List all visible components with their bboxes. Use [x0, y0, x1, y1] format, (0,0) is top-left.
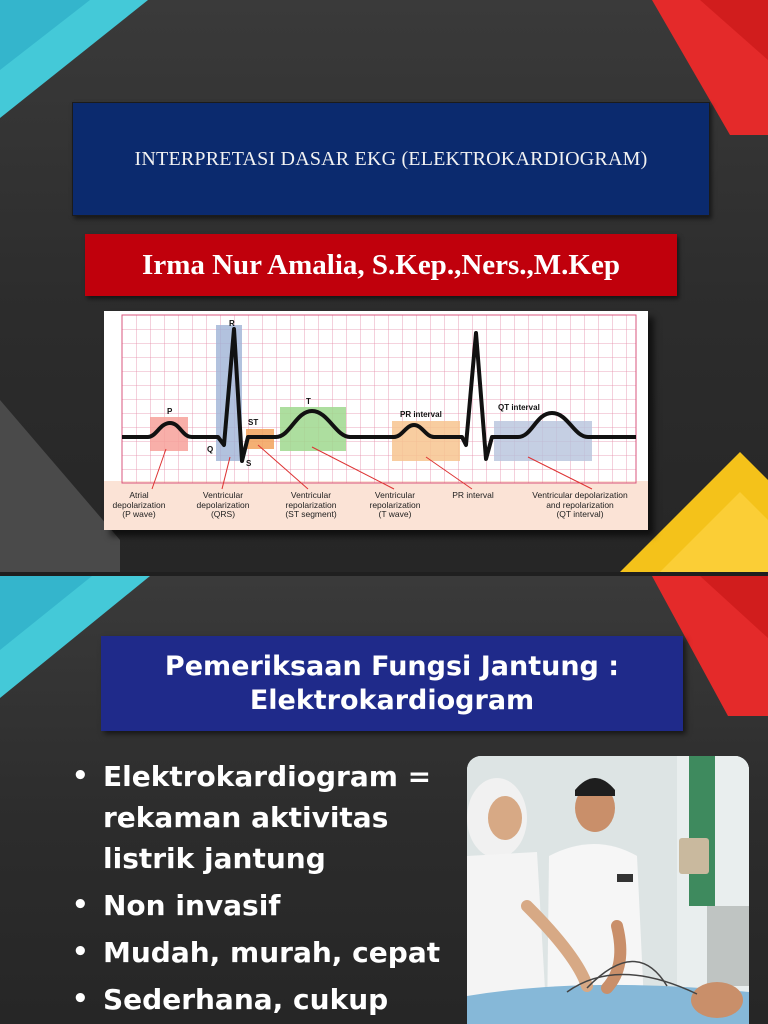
qrs-caption: Ventricular depolarization (QRS) — [196, 490, 250, 519]
heading-line-1: Pemeriksaan Fungsi Jantung : — [164, 650, 620, 682]
atrial-depolarization-caption: Atrial depolarization (P wave) — [112, 490, 166, 519]
t-label: T — [306, 397, 311, 406]
ekg-diagram — [104, 311, 648, 530]
author-name: Irma Nur Amalia, S.Kep.,Ners.,M.Kep — [142, 248, 620, 281]
bullet-dot: • — [72, 890, 89, 920]
t-wave-caption: Ventricular repolarization (T wave) — [369, 490, 421, 519]
bullet-item: • Sederhana, cukup — [70, 979, 460, 1020]
heading-line-2: Elektrokardiogram — [249, 684, 535, 716]
slide-title: INTERPRETASI DASAR EKG (ELEKTROKARDIOGRAM) — [134, 147, 648, 170]
pr-interval-label: PR interval — [400, 410, 442, 419]
photo-illustration — [467, 756, 749, 1024]
bullet-item: • Elektrokardiogram = rekaman aktivitas listrik jantung — [70, 756, 460, 879]
bullet-dot: • — [72, 984, 89, 1014]
qt-interval-region — [494, 421, 592, 461]
heading-box — [101, 636, 683, 731]
pr-interval-caption: PR interval — [452, 490, 494, 500]
grey-left-shape — [0, 400, 120, 572]
author-box — [85, 234, 677, 296]
bullet-list — [70, 756, 460, 1024]
bullet-item: • Non invasif — [70, 885, 460, 926]
pr-interval-region — [392, 421, 460, 461]
st-segment-caption: Ventricular repolarization (ST segment) — [285, 490, 337, 519]
slide-2 — [0, 576, 768, 1024]
qt-interval-label: QT interval — [498, 403, 540, 412]
qt-interval-caption: Ventricular depolarization and repolarization (QT interval) — [532, 490, 628, 519]
q-label: Q — [207, 445, 214, 454]
title-box — [72, 102, 710, 216]
bullet-item: • Mudah, murah, cepat — [70, 932, 460, 973]
s-label: S — [246, 459, 252, 468]
bullet-dot: • — [72, 937, 89, 967]
st-label: ST — [248, 418, 259, 427]
r-label: R — [229, 319, 235, 328]
p-label: P — [167, 407, 173, 416]
bullet-dot: • — [72, 761, 89, 791]
ekg-procedure-photo — [467, 756, 749, 1024]
